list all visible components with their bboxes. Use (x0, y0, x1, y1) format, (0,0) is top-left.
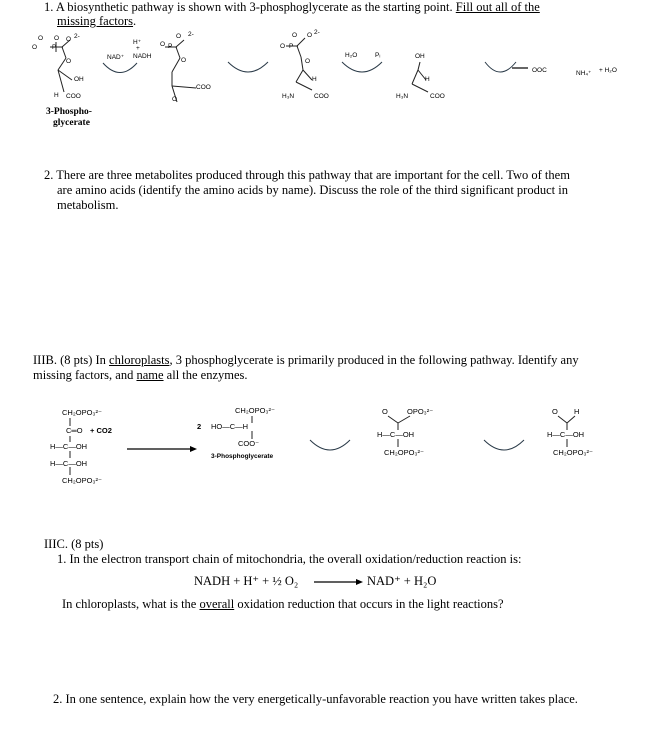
q1-number: 1. (44, 0, 54, 14)
m2-coo: COO (196, 84, 211, 91)
m1-p: P (52, 44, 57, 51)
pg-label: 3-Phosphoglycerate (211, 453, 274, 460)
iiic-item1-text: In the electron transport chain of mitochondria, the overall oxidation/reduction reaction is: (69, 552, 522, 566)
q2-line3: metabolism. (57, 198, 119, 212)
m4-coo: COO (430, 93, 445, 100)
m4-oh: OH (415, 53, 425, 60)
m1-o-top2: O (54, 35, 60, 42)
m1-o-right: O (66, 36, 72, 43)
pg-ch2opo3: CH₂OPO₃²⁻ (235, 406, 275, 415)
q1-link-line2: missing factors (57, 14, 134, 28)
g3p-h-c-oh: H—C—OH (547, 430, 585, 439)
rubp-plus-co2: + CO2 (90, 426, 112, 435)
q1-link-line1: Fill out all of the (455, 0, 540, 14)
bpg-h-c-oh: H—C—OH (377, 430, 415, 439)
m4-h: H (425, 76, 430, 83)
m3-coo: COO (314, 93, 329, 100)
m3-h3n: H₃N (282, 93, 295, 100)
iiic-chloroplast-question (62, 597, 504, 612)
iiic-item2-num: 2. (53, 692, 63, 706)
arc3-h2o: H₂O (345, 52, 358, 59)
q1-text: A biosynthetic pathway is shown with 3-phosphoglycerate as the starting point. (55, 0, 453, 14)
pathway-2-diagram (0, 395, 651, 495)
iiic-item1-num: 1. (57, 552, 67, 566)
product-nh4: NH₄⁺ (576, 70, 592, 77)
start-label-line1: 3-Phospho- (46, 107, 92, 117)
m1-charge: 2- (74, 33, 80, 40)
m3-o-link: O (305, 58, 311, 65)
m1-coo: COO (66, 93, 81, 100)
pathway-1-bonds (0, 0, 651, 140)
m3-h: H (312, 76, 317, 83)
product-ooc: OOC (532, 67, 547, 74)
g3p-ch2opo3: CH₂OPO₃²⁻ (553, 448, 593, 457)
m1-oh: OH (74, 76, 84, 83)
m2-o-bottom: O (172, 96, 178, 103)
m1-o-link: O (66, 58, 72, 65)
iiic-overall: overall (199, 597, 235, 611)
m3-o-top2: O (307, 32, 313, 39)
iiib-mid: , 3 phosphoglycerate is primarily produced in the following pathway. Identify any (169, 353, 579, 367)
rubp-h-c-oh-1: H—C—OH (50, 442, 88, 451)
q2-line2: are amino acids (identify the amino acids by name). Discuss the role of the third significant product in (57, 183, 568, 197)
iiib-line2 (33, 368, 248, 383)
m3-p: P (289, 43, 294, 50)
iiic-item2 (53, 692, 578, 707)
bpg-ch2opo3: CH₂OPO₃²⁻ (384, 448, 424, 457)
iiib-line2-before: missing factors, and (33, 368, 134, 382)
q2-number: 2. (44, 168, 54, 182)
iiib-chloroplasts: chloroplasts (109, 353, 170, 367)
m4-h3n: H₃N (396, 93, 409, 100)
arc1-nadh: NADH (133, 53, 152, 60)
g3p-h: H (574, 407, 580, 416)
bpg-opo3: OPO₃²⁻ (407, 407, 434, 416)
pathway-1-diagram (0, 0, 651, 140)
iiib-line2-after: all the enzymes. (166, 368, 248, 382)
equation-left: NADH + H⁺ + ½ O₂ (194, 574, 299, 588)
iiic-chloro-after: oxidation reduction that occurs in the light reactions? (237, 597, 504, 611)
iiib-name: name (136, 368, 164, 382)
m2-o-left: O (160, 41, 166, 48)
arc1-hplus: H⁺ (133, 39, 142, 46)
iiic-item2-text: In one sentence, explain how the very energetically-unfavorable reaction you have written takes place. (65, 692, 578, 706)
rubp-c-o: C═O (66, 426, 83, 435)
arc3-pi: Pᵢ (375, 52, 381, 59)
pg-ho-c-h: HO—C—H (211, 422, 249, 431)
bpg-o: O (382, 407, 388, 416)
m3-o-left: O (280, 43, 286, 50)
iiic-chloro-before: In chloroplasts, what is the (62, 597, 197, 611)
product-h2o: + H₂O (599, 67, 617, 74)
m2-charge: 2- (188, 31, 194, 38)
start-label-line2: glycerate (53, 118, 90, 128)
m1-h: H (54, 92, 59, 99)
m2-o-top: O (176, 33, 182, 40)
q2-line1: There are three metabolites produced through this pathway that are important for the cell. Two of them (56, 168, 570, 182)
rubp-ch2opo3-bottom: CH₂OPO₃²⁻ (62, 476, 102, 485)
g3p-o: O (552, 407, 558, 416)
arc1-nad: NAD⁺ (107, 54, 125, 61)
m1-o-top: O (38, 35, 44, 42)
equation-right: NAD⁺ + H₂O (367, 574, 437, 588)
rubp-ch2opo3-top: CH₂OPO₃²⁻ (62, 408, 102, 417)
iiib-head: IIIB. (8 pts) In (33, 353, 106, 367)
pg-coefficient: 2 (197, 422, 202, 431)
iiic-item1 (57, 552, 521, 567)
start-label (46, 107, 92, 129)
iiib-line1 (33, 353, 579, 368)
m2-o-link: O (181, 57, 187, 64)
q1-period: . (133, 14, 137, 28)
m3-charge: 2- (314, 29, 320, 36)
m2-p: P (168, 43, 173, 50)
pg-coo: COO⁻ (238, 439, 260, 448)
iiic-head: IIIC. (8 pts) (44, 537, 104, 551)
m1-o-left: O (32, 44, 38, 51)
rubp-h-c-oh-2: H—C—OH (50, 459, 88, 468)
arc1-plus: + (136, 45, 140, 52)
m3-o-top: O (292, 32, 298, 39)
question-2 (44, 168, 570, 183)
